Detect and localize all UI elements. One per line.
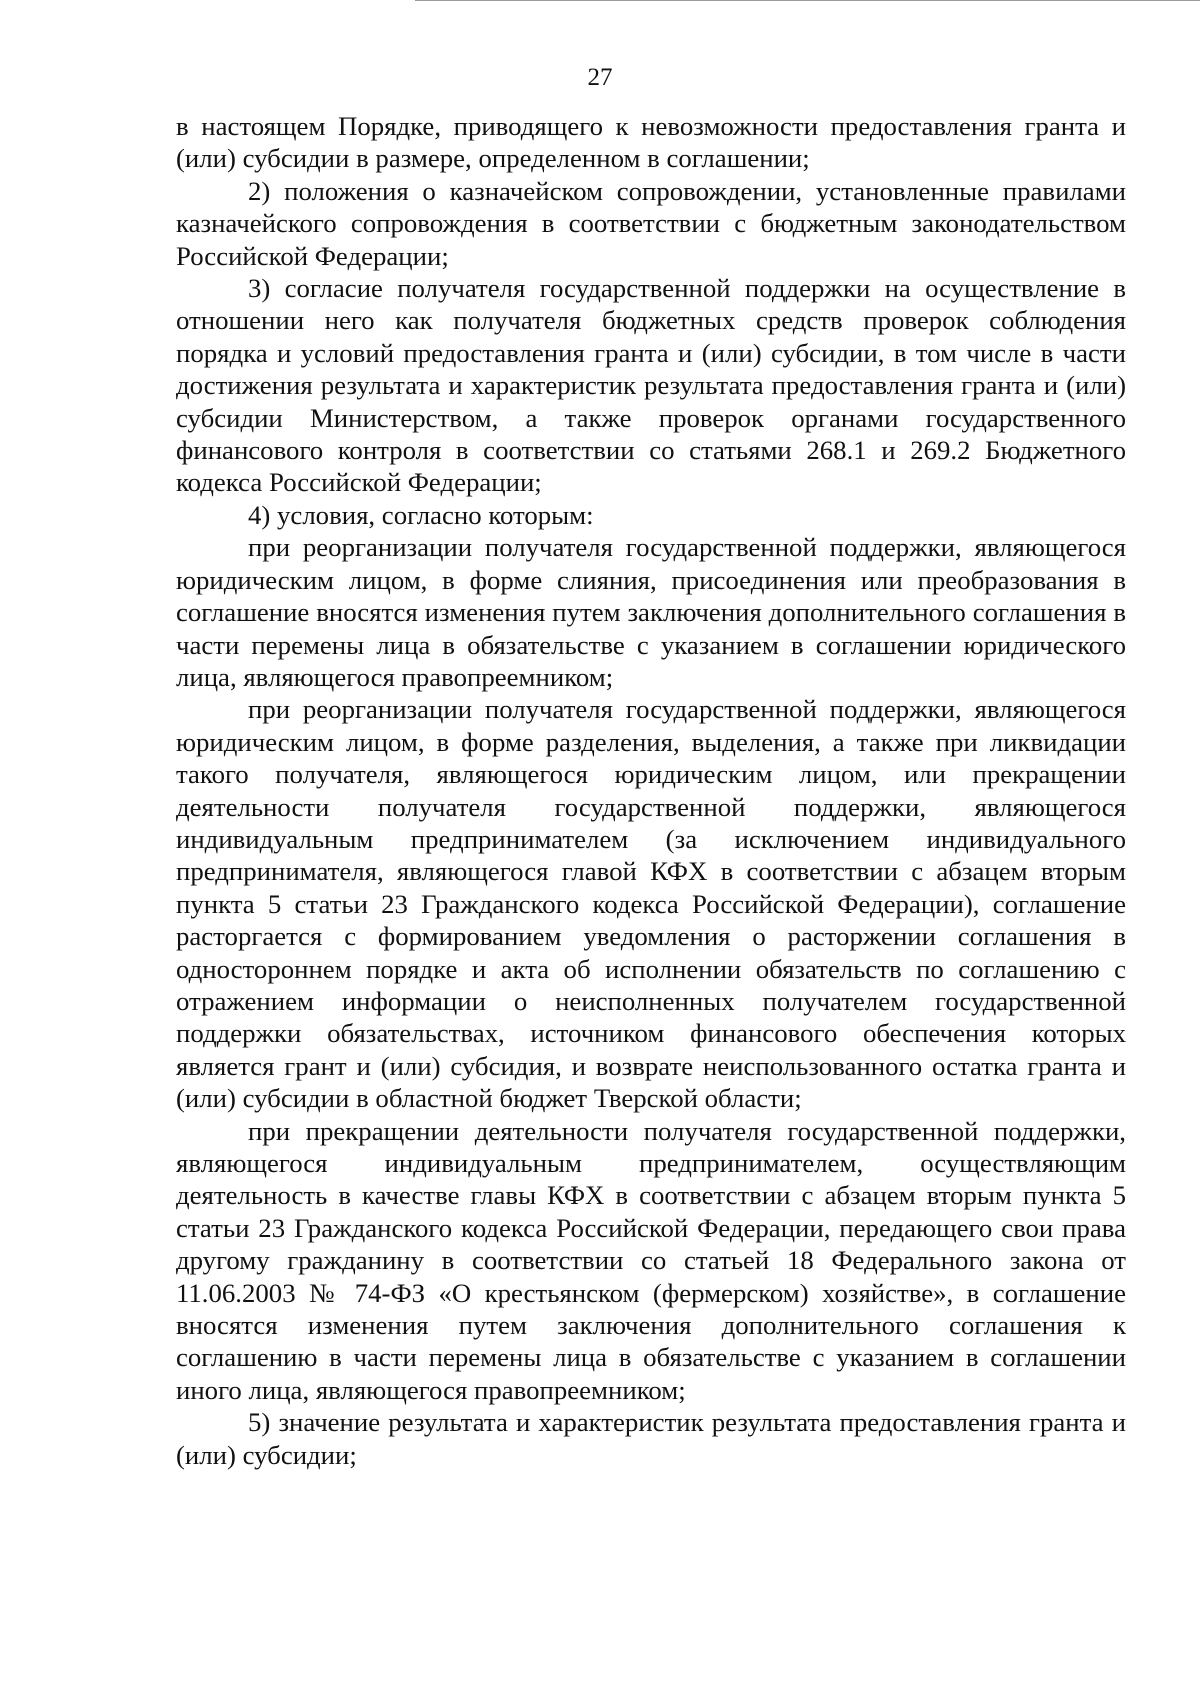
paragraph-item-3: 3) согласие получателя государственной поддержки на осуществление в отношении него как получателя бюджетных средств проверок соблюдения порядка и условий предоставления гранта и (или) субсидии, в том числе в части достижения результата и характеристик результата предоставления гранта и (или) субсидии Министерством, а также проверок органами государственного финансового контроля в соответствии со статьями 268.1 и 269.2 Бюджетного кодекса Российской Федерации; (176, 273, 1126, 498)
page-number: 27 (587, 64, 613, 91)
paragraph-item-5: 5) значение результата и характеристик результата предоставления гранта и (или) субсидии; (176, 1407, 1126, 1470)
paragraph-item-2: 2) положения о казначейском сопровождении, установленные правилами казначейского сопровождения в соответствии с бюджетным законодательством Российской Федерации; (176, 175, 1126, 271)
paragraph-item-4: 4) условия, согласно которым: (248, 499, 594, 530)
paragraph-continuation: в настоящем Порядке, приводящего к невозможности предоставления гранта и (или) субсидии в размере, определенном в соглашении; (176, 111, 1126, 174)
paragraph-condition-separation: при реорганизации получателя государственной поддержки, являющегося юридическим лицом, в форме разделения, выделения, а также при ликвидации такого получателя, являющегося юридическим лицом, или прекращении деятельности получателя государственной поддержки, являющегося индивидуальным предпринимателем (за исключением индивидуального предпринимателя, являющегося главой КФХ в соответствии с абзацем вторым пункта 5 статьи 23 Гражданского кодекса Российской Федерации), соглашение расторгается с формированием уведомления о расторжении соглашения в одностороннем порядке и акта об исполнении обязательств по соглашению с отражением информации о неисполненных получателем государственной поддержки обязательствах, источником финансового обеспечения которых является грант и (или) субсидия, и возврате неиспользованного остатка гранта и (или) субсидии в областной бюджет Тверской области; (176, 694, 1126, 1114)
document-body (176, 110, 1126, 1471)
paragraph-condition-kfh: при прекращении деятельности получателя государственной поддержки, являющегося индивидуальным предпринимателем, осуществляющим деятельность в качестве главы КФХ в соответствии с абзацем вторым пункта 5 статьи 23 Гражданского кодекса Российской Федерации, передающего свои права другому гражданину в соответствии со статьей 18 Федерального закона от 11.06.2003 № 74-ФЗ «О крестьянском (фермерском) хозяйстве», в соглашение вносятся изменения путем заключения дополнительного соглашения к соглашению в части перемены лица в обязательстве с указанием в соглашении иного лица, являющегося правопреемником; (176, 1115, 1126, 1405)
paragraph-condition-merger: при реорганизации получателя государственной поддержки, являющегося юридическим лицом, в форме слияния, присоединения или преобразования в соглашение вносятся изменения путем заключения дополнительного соглашения в части перемены лица в обязательстве с указанием в соглашении юридического лица, являющегося правопреемником; (176, 532, 1126, 692)
scan-edge-line (415, 0, 1200, 1)
